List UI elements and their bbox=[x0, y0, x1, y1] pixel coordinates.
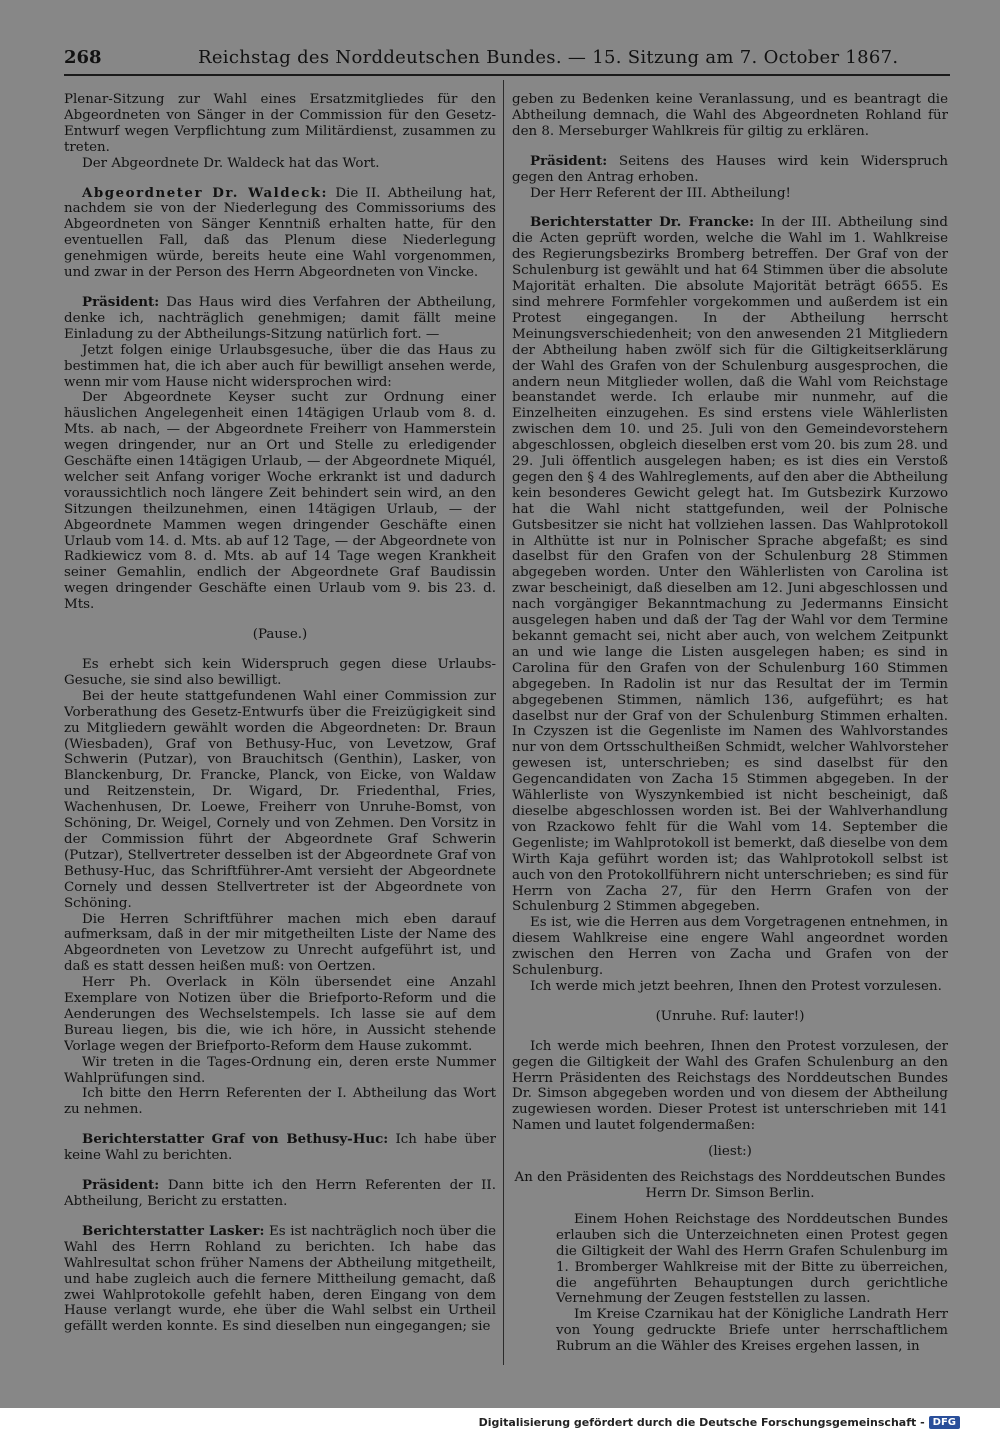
paragraph: Berichterstatter Graf von Bethusy-Huc: Ich habe über keine Wahl zu berichten. bbox=[64, 1131, 496, 1164]
paragraph: Berichterstatter Dr. Francke: In der III. Abtheilung sind die Acten geprüft worden, welche die Wahl im 1. Wahlkreise des Regierungsbezirks Bromberg betreffen. Der Graf von der Schulenburg ist gewählt und hat 64 Stimmen über die absolute Majorität erhalten. Die absolute Majorität beträgt 6655. Es sind mehrere Formfehler vorgekommen und außerdem ist ein Protest eingegangen. In der Abtheilung herrscht Meinungsverschiedenheit; von den anwesenden 21 Mitgliedern der Abtheilung haben zwölf sich für die Giltigkeitserklärung der Wahl des Grafen von der Schulenburg ausgesprochen, die andern neun Mitglieder wollen, daß die Wahl vom Reichstage beanstandet werde. Ich erlaube mir nunmehr, auf die Einzelheiten einzugehen. Es sind erstens viele Wählerlisten zwischen dem 10. und 25. Juli von den Gemeindevorstehern abgeschlossen, obgleich dieselben erst vom 20. bis zum 28. und 29. Juli öffentlich ausgelegen haben; es ist dies ein Verstoß gegen den § 4 des Wahlreglements, auf den aber die Abtheilung kein besonderes Gewicht gelegt hat. Im Gutsbezirk Kurzowo hat die Wahl nicht stattgefunden, weil der Polnische Gutsbesitzer sie nicht hat vollziehen lassen. Das Wahlprotokoll in Althütte ist nur in Polnischer Sprache abgefaßt; es sind daselbst für den Grafen von der Schulenburg 28 Stimmen abgegeben worden. Unter den Wählerlisten von Carolina ist zwar bescheinigt, daß dieselben am 12. Juni abgeschlossen und nach vorgängiger Bekanntmachung zu Jedermanns Einsicht ausgelegen haben und daß der Tag der Wahl vor dem Termine bekannt gemacht sei, nicht aber auch, von welchem Zeitpunkt an und wie lange die Listen ausgelegen haben; es sind in Carolina für den Grafen von der Schulenburg 160 Stimmen abgegeben. In Radolin ist nur das Resultat der im Termin abgegebenen Stimmen, nämlich 136, aufgeführt; es hat daselbst nur der Graf von der Schulenburg Stimmen erhalten. In Czyszen ist die Gegenliste im Namen des Wahlvorstandes nur von dem Ortsschultheißen Schmidt, welcher Wahlvorsteher gewesen ist, unterschrieben; es sind daselbst für den Gegencandidaten von Zacha 15 Stimmen abgegeben. In der Wählerliste von Wyszynkembied ist nicht bescheinigt, daß dieselbe abgeschlossen worden ist. Bei der Wahlverhandlung von Rzackowo fehlt für die Wahl vom 14. September die Gegenliste; im Wahlprotokoll ist bemerkt, daß dieselbe von dem Wirth Kaja geführt worden ist; das Wahlprotokoll selbst ist auch von den Protokollführern nicht unterschrieben; es sind für Herrn von Zacha 27, für den Herrn Grafen von der Schulenburg 2 Stimmen abgegeben. bbox=[512, 214, 948, 915]
stage-direction: (liest:) bbox=[708, 1144, 752, 1160]
paragraph: Jetzt folgen einige Urlaubsgesuche, über die das Haus zu bestimmen hat, die ich aber auch für bewilligt ansehen werde, wenn mir vom Hause nicht widersprochen wird: bbox=[64, 342, 496, 390]
quoted-letter bbox=[512, 1212, 948, 1355]
paragraph: Ich werde mich beehren, Ihnen den Protest vorzulesen, der gegen die Giltigkeit der Wahl des Grafen Schulenburg an den Herrn Präsidenten des Reichstags des Norddeutschen Bundes Dr. Simson abgegeben worden und von diesem der Abtheilung zugewiesen worden. Dieser Protest ist unterschrieben mit 141 Namen und lautet folgendermaßen: bbox=[512, 1038, 948, 1134]
speaker-name: Berichterstatter Graf von Bethusy-Huc: bbox=[82, 1131, 389, 1148]
paragraph: Der Herr Referent der III. Abtheilung! bbox=[530, 185, 791, 201]
paragraph: Präsident: Seitens des Hauses wird kein Widerspruch gegen den Antrag erhoben. bbox=[512, 152, 948, 185]
paragraph: Präsident: Das Haus wird dies Verfahren der Abtheilung, denke ich, nachträglich genehmigen; damit fällt meine Einladung zu der Abtheilungs-Sitzung natürlich fort. — bbox=[64, 293, 496, 342]
footer-text: Digitalisierung gefördert durch die Deutsche Forschungsgemeinschaft - bbox=[478, 1415, 925, 1429]
right-column bbox=[512, 92, 948, 1362]
paragraph: Ich bitte den Herrn Referenten der I. Abtheilung das Wort zu nehmen. bbox=[64, 1086, 496, 1118]
speaker-name: Präsident: bbox=[82, 293, 160, 310]
paragraph: Der Abgeordnete Keyser sucht zur Ordnung einer häuslichen Angelegenheit einen 14tägigen Urlaub vom 8. d. Mts. ab nach, — der Abgeordnete Freiherr von Hammerstein wegen dringender, nur an Ort und Stelle zu erledigender Geschäfte einen 14tägigen Urlaub, — der Abgeordnete Miquél, welcher seit Anfang voriger Woche erkrankt ist und dadurch voraussichtlich noch längere Zeit behindert sein wird, an den Sitzungen theilzunehmen, einen 14tägigen Urlaub, — der Abgeordnete Mammen wegen dringender Geschäfte einen Urlaub vom 14. d. Mts. ab auf 12 Tage, — der Abgeordnete von Radkiewicz vom 8. d. Mts. ab auf 14 Tage wegen Krankheit seiner Gemahlin, endlich der Abgeordnete Graf Baudissin wegen dringender Geschäfte einen Urlaub vom 9. bis 23. d. Mts. bbox=[64, 390, 496, 613]
paragraph: Einem Hohen Reichstage des Norddeutschen Bundes erlauben sich die Unterzeichneten einen Protest gegen die Giltigkeit der Wahl des Herrn Grafen Schulenburg im 1. Bromberger Wahlkreise mit der Bitte zu überreichen, die angeführten Behauptungen durch gerichtliche Vernehmung der Zeugen feststellen zu lassen. bbox=[556, 1211, 948, 1307]
speaker-name: Berichterstatter Lasker: bbox=[82, 1222, 265, 1239]
left-column bbox=[64, 92, 496, 1362]
page-number: 268 bbox=[64, 47, 102, 68]
paragraph: Herr Ph. Overlack in Köln übersendet eine Anzahl Exemplare von Notizen über die Briefporto-Reform und die Aenderungen des Wechselstempels. Ich lasse sie auf dem Bureau liegen, bis die, wie ich höre, in Aussicht stehende Vorlage wegen der Briefporto-Reform dem Hause zukommt. bbox=[64, 975, 496, 1054]
running-header bbox=[64, 44, 954, 72]
paragraph: Berichterstatter Lasker: Es ist nachträglich noch über die Wahl des Herrn Rohland zu berichten. Ich habe das Wahlresultat schon früher Namens der Abtheilung mitgetheilt, und habe zugleich auch die fernere Mittheilung gemacht, daß zwei Wahlprotokolle gefehlt haben, deren Eingang von dem Hause verlangt wurde, ehe über die Wahl selbst ein Urtheil gefällt werden konnte. Es sind dieselben nun eingegangen; sie bbox=[64, 1222, 496, 1335]
paragraph: Wir treten in die Tages-Ordnung ein, deren erste Nummer Wahlprüfungen sind. bbox=[64, 1054, 496, 1086]
stage-direction: (Unruhe. Ruf: lauter!) bbox=[655, 1008, 805, 1024]
paragraph: Es erhebt sich kein Widerspruch gegen diese Urlaubs-Gesuche, sie sind also bewilligt. bbox=[64, 657, 496, 688]
speaker-name: Abgeordneter Dr. Waldeck: bbox=[82, 184, 328, 201]
paragraph: Präsident: Dann bitte ich den Herrn Referenten der II. Abtheilung, Bericht zu erstatten. bbox=[64, 1177, 496, 1209]
header-title: Reichstag des Norddeutschen Bundes. — 15. Sitzung am 7. October 1867. bbox=[198, 47, 899, 68]
paragraph: Die Herren Schriftführer machen mich eben darauf aufmerksam, daß in der mir mitgetheilten Liste der Name des Abgeordneten von Levetzow zu Unrecht aufgeführt ist, und daß es statt dessen heißen muß: von Oertzen. bbox=[64, 911, 496, 975]
paragraph: Bei der heute stattgefundenen Wahl einer Commission zur Vorberathung des Gesetz-Entwurfs über die Freizügigkeit sind zu Mitgliedern gewählt worden die Abgeordneten: Dr. Braun (Wiesbaden), Graf von Bethusy-Huc, von Levetzow, Graf Schwerin (Putzar), von Brauchitsch (Genthin), Lasker, von Blanckenburg, Dr. Francke, Planck, von Eicke, von Waldaw und Reitzenstein, Dr. Wigard, Dr. Friedenthal, Fries, Wachenhusen, Dr. Loewe, Freiherr von Unruhe-Bomst, von Schöning, Dr. Weigel, Cornely und von Zehmen. Den Vorsitz in der Commission führt der Abgeordnete Graf Schwerin (Putzar), Stellvertreter desselben ist der Abgeordnete Graf von Bethusy-Huc, das Schriftführer-Amt versieht der Abgeordnete Cornely und dessen Stellvertreter ist der Abgeordnete von Schöning. bbox=[64, 688, 496, 911]
paragraph: geben zu Bedenken keine Veranlassung, und es beantragt die Abtheilung demnach, die Wahl des Abgeordneten Rohland für den 8. Merseburger Wahlkreis für giltig zu erklären. bbox=[512, 92, 948, 139]
paragraph: Plenar-Sitzung zur Wahl eines Ersatzmitgliedes für den Abgeordneten von Sänger in der Commission für den Gesetz-Entwurf wegen Verpflichtung zum Militärdienst, zusammen zu treten. bbox=[64, 92, 496, 155]
speaker-name: Präsident: bbox=[530, 152, 608, 169]
footer-credit bbox=[479, 1414, 960, 1430]
paragraph: Abgeordneter Dr. Waldeck: Die II. Abtheilung hat, nachdem sie von der Niederlegung des Commissoriums des Abgeordneten von Sänger Kenntniß erhalten hatte, für den eventuellen Fall, daß das Plenum diese Niederlegung genehmigen würde, bereits heute eine Wahl vorgenommen, und zwar in der Person des Herrn Abgeordneten von Vincke. bbox=[64, 184, 496, 281]
paragraph: Ich werde mich jetzt beehren, Ihnen den Protest vorzulesen. bbox=[530, 978, 942, 994]
stage-direction: (Pause.) bbox=[252, 627, 308, 643]
speaker-name: Präsident: bbox=[82, 1177, 160, 1194]
letter-address: Herrn Dr. Simson Berlin. bbox=[645, 1186, 815, 1201]
paragraph: Im Kreise Czarnikau hat der Königliche Landrath Herr von Young gedruckte Briefe unter herrschaftlichem Rubrum an die Wähler des Kreises ergehen lassen, in bbox=[556, 1307, 948, 1355]
paragraph: Der Abgeordnete Dr. Waldeck hat das Wort. bbox=[82, 155, 380, 171]
header-rule bbox=[64, 74, 950, 76]
paragraph: Es ist, wie die Herren aus dem Vorgetragenen entnehmen, in diesem Wahlkreise eine engere Wahl angeordnet worden zwischen den Herren von Zacha und Grafen von der Schulenburg. bbox=[512, 915, 948, 979]
speaker-name: Berichterstatter Dr. Francke: bbox=[530, 214, 755, 231]
column-divider bbox=[503, 80, 504, 1365]
letter-address: An den Präsidenten des Reichstags des Norddeutschen Bundes bbox=[514, 1170, 946, 1186]
dfg-logo: DFG bbox=[929, 1416, 960, 1429]
